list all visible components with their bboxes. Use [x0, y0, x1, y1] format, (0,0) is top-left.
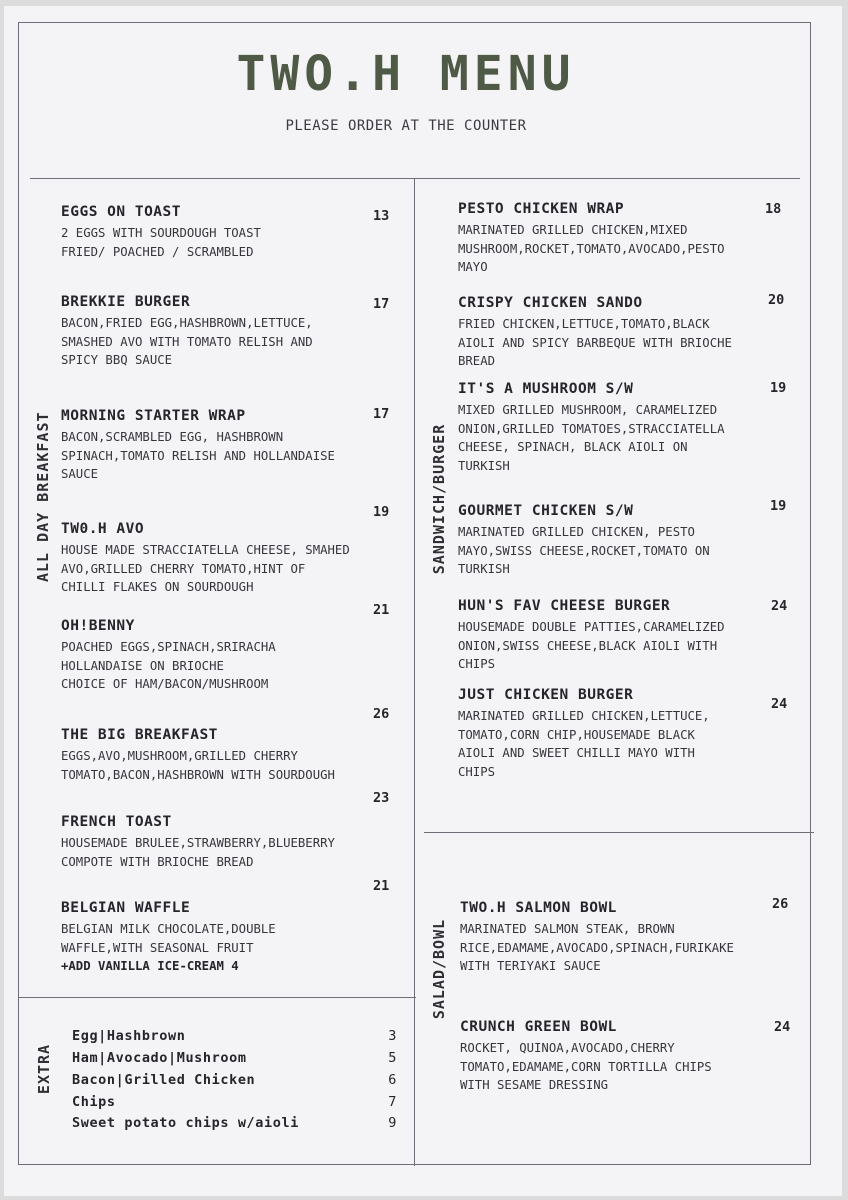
- item-price: 19: [770, 498, 787, 514]
- item-name: FRENCH TOAST: [61, 814, 172, 830]
- menu-item: [458, 295, 732, 371]
- item-description: MIXED GRILLED MUSHROOM, CARAMELIZED ONION,GRILLED TOMATOES,STRACCIATELLA CHEESE, SPINACH, BLACK AIOLI ON TURKISH: [458, 403, 725, 473]
- extra-row: [72, 1072, 397, 1088]
- item-price: 17: [373, 296, 390, 312]
- menu-item: [61, 408, 335, 484]
- item-description: 2 EGGS WITH SOURDOUGH TOAST FRIED/ POACHED / SCRAMBLED: [61, 226, 261, 259]
- item-price: 17: [373, 406, 390, 422]
- extra-price: 5: [388, 1050, 397, 1066]
- menu-item: [61, 727, 335, 784]
- item-description: ROCKET, QUINOA,AVOCADO,CHERRY TOMATO,EDAMAME,CORN TORTILLA CHIPS WITH SESAME DRESSING: [460, 1041, 712, 1092]
- menu-item: [61, 521, 350, 597]
- salad-divider: [424, 832, 814, 833]
- extra-name: Sweet potato chips w/aioli: [72, 1115, 299, 1131]
- item-name: CRISPY CHICKEN SANDO: [458, 295, 643, 311]
- item-price: 24: [771, 598, 788, 614]
- header-divider: [30, 178, 800, 179]
- section-label-salad: SALAD/BOWL: [430, 918, 448, 1020]
- item-description: HOUSEMADE DOUBLE PATTIES,CARAMELIZED ONION,SWISS CHEESE,BLACK AIOLI WITH CHIPS: [458, 620, 725, 671]
- item-name: BELGIAN WAFFLE: [61, 900, 191, 916]
- extra-name: Ham|Avocado|Mushroom: [72, 1050, 247, 1066]
- item-description: BELGIAN MILK CHOCOLATE,DOUBLE WAFFLE,WITH SEASONAL FRUIT +ADD VANILLA ICE-CREAM 4: [61, 920, 276, 976]
- item-name: OH!BENNY: [61, 618, 135, 634]
- item-description: POACHED EGGS,SPINACH,SRIRACHA HOLLANDAISE ON BRIOCHE CHOICE OF HAM/BACON/MUSHROOM: [61, 640, 276, 691]
- item-description: MARINATED GRILLED CHICKEN,LETTUCE, TOMATO,CORN CHIP,HOUSEMADE BLACK AIOLI AND SWEET CHILLI MAYO WITH CHIPS: [458, 709, 710, 779]
- item-name: PESTO CHICKEN WRAP: [458, 201, 625, 217]
- menu-title: TWO.H MENU: [236, 46, 576, 102]
- item-name: MORNING STARTER WRAP: [61, 408, 246, 424]
- item-name: GOURMET CHICKEN S/W: [458, 503, 634, 519]
- item-description: BACON,SCRAMBLED EGG, HASHBROWN SPINACH,TOMATO RELISH AND HOLLANDAISE SAUCE: [61, 430, 335, 481]
- extra-row: [72, 1115, 397, 1131]
- menu-item: [458, 503, 710, 579]
- menu-item: [460, 900, 734, 976]
- item-price: 18: [765, 201, 782, 217]
- item-price: 20: [768, 292, 785, 308]
- item-price: 23: [373, 790, 390, 806]
- item-name: JUST CHICKEN BURGER: [458, 687, 634, 703]
- item-description: MARINATED GRILLED CHICKEN, PESTO MAYO,SWISS CHEESE,ROCKET,TOMATO ON TURKISH: [458, 525, 710, 576]
- extra-name: Egg|Hashbrown: [72, 1028, 186, 1044]
- item-addon: +ADD VANILLA ICE-CREAM 4: [61, 959, 239, 973]
- item-description: MARINATED GRILLED CHICKEN,MIXED MUSHROOM,ROCKET,TOMATO,AVOCADO,PESTO MAYO: [458, 223, 725, 274]
- item-name: TWO.H SALMON BOWL: [460, 900, 617, 916]
- menu-subtitle: PLEASE ORDER AT THE COUNTER: [285, 118, 527, 134]
- extra-row: [72, 1094, 397, 1110]
- item-name: HUN'S FAV CHEESE BURGER: [458, 598, 671, 614]
- menu-item: [61, 814, 335, 871]
- menu-item: [458, 598, 725, 674]
- extra-price: 7: [388, 1094, 397, 1110]
- extra-name: Chips: [72, 1094, 116, 1110]
- extra-row: [72, 1050, 397, 1066]
- item-price: 19: [373, 504, 390, 520]
- extra-row: [72, 1028, 397, 1044]
- item-name: TW0.H AVO: [61, 521, 145, 537]
- menu-item: [458, 381, 725, 475]
- item-description: FRIED CHICKEN,LETTUCE,TOMATO,BLACK AIOLI AND SPICY BARBEQUE WITH BRIOCHE BREAD: [458, 317, 732, 368]
- item-name: BREKKIE BURGER: [61, 294, 191, 310]
- section-label-sandwich: SANDWICH/BURGER: [430, 423, 448, 575]
- item-description: MARINATED SALMON STEAK, BROWN RICE,EDAMAME,AVOCADO,SPINACH,FURIKAKE WITH TERIYAKI SAUCE: [460, 922, 734, 973]
- item-name: IT'S A MUSHROOM S/W: [458, 381, 634, 397]
- item-description: HOUSEMADE BRULEE,STRAWBERRY,BLUEBERRY COMPOTE WITH BRIOCHE BREAD: [61, 836, 335, 869]
- item-price: 19: [770, 380, 787, 396]
- column-divider: [414, 178, 415, 1166]
- extra-divider: [18, 997, 416, 998]
- extra-price: 3: [388, 1028, 397, 1044]
- item-name: CRUNCH GREEN BOWL: [460, 1019, 617, 1035]
- menu-item: [61, 618, 276, 694]
- menu-item: [458, 201, 725, 277]
- item-description: EGGS,AVO,MUSHROOM,GRILLED CHERRY TOMATO,BACON,HASHBROWN WITH SOURDOUGH: [61, 749, 335, 782]
- section-label-extra: EXTRA: [35, 1043, 53, 1095]
- item-name: EGGS ON TOAST: [61, 204, 181, 220]
- section-label-breakfast: ALL DAY BREAKFAST: [34, 411, 52, 582]
- item-price: 24: [774, 1019, 791, 1035]
- item-price: 26: [373, 706, 390, 722]
- item-price: 26: [772, 896, 789, 912]
- extra-price: 9: [388, 1115, 397, 1131]
- item-price: 24: [771, 696, 788, 712]
- item-price: 21: [373, 602, 390, 618]
- menu-item: [460, 1019, 712, 1095]
- menu-item: [61, 204, 261, 261]
- item-price: 13: [373, 208, 390, 224]
- menu-item: [458, 687, 710, 781]
- item-price: 21: [373, 878, 390, 894]
- item-description: HOUSE MADE STRACCIATELLA CHEESE, SMAHED AVO,GRILLED CHERRY TOMATO,HINT OF CHILLI FLAKES ON SOURDOUGH: [61, 543, 350, 594]
- menu-item: [61, 294, 313, 370]
- menu-item: [61, 900, 276, 976]
- item-description: BACON,FRIED EGG,HASHBROWN,LETTUCE, SMASHED AVO WITH TOMATO RELISH AND SPICY BBQ SAUCE: [61, 316, 313, 367]
- extra-price: 6: [388, 1072, 397, 1088]
- extra-name: Bacon|Grilled Chicken: [72, 1072, 256, 1088]
- item-name: THE BIG BREAKFAST: [61, 727, 218, 743]
